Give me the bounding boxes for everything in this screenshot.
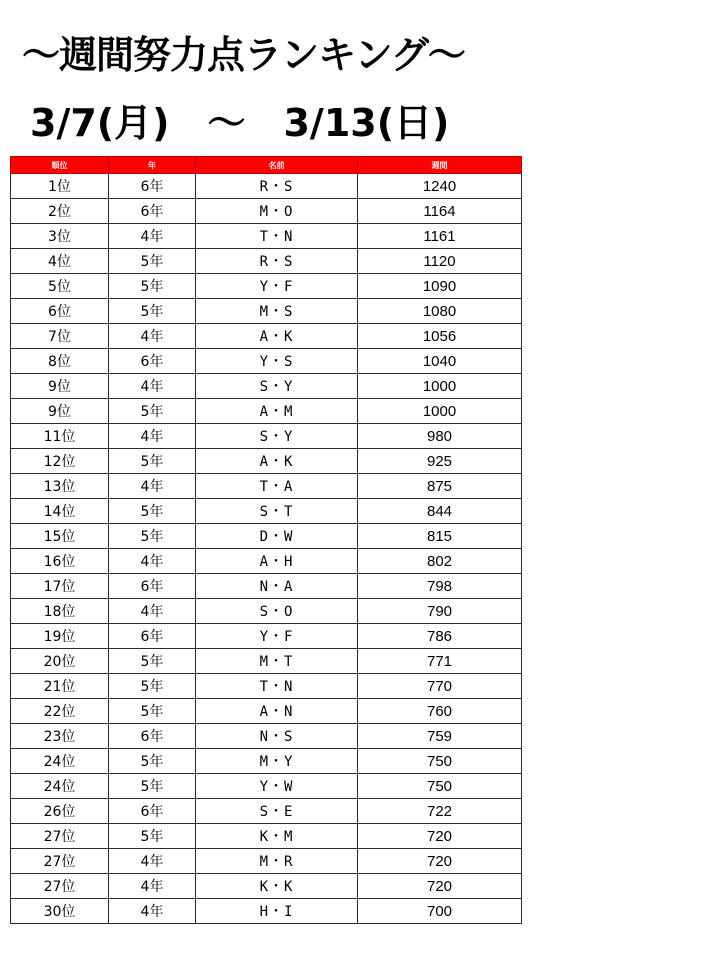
rank-cell: 24位	[11, 774, 109, 799]
weekly-points-cell: 1056	[358, 324, 522, 349]
table-row	[11, 749, 522, 774]
name-cell: S・Y	[196, 424, 358, 449]
rank-cell: 17位	[11, 574, 109, 599]
table-row	[11, 549, 522, 574]
name-cell: A・K	[196, 324, 358, 349]
table-row	[11, 774, 522, 799]
grade-cell: 6年	[109, 574, 196, 599]
rank-cell: 27位	[11, 849, 109, 874]
column-header-grade: 年	[109, 157, 196, 174]
rank-cell: 21位	[11, 674, 109, 699]
rank-cell: 30位	[11, 899, 109, 924]
rank-cell: 14位	[11, 499, 109, 524]
rank-cell: 1位	[11, 174, 109, 199]
table-header-row	[11, 157, 522, 174]
grade-cell: 4年	[109, 374, 196, 399]
table-row	[11, 574, 522, 599]
rank-cell: 27位	[11, 824, 109, 849]
table-row	[11, 699, 522, 724]
grade-cell: 5年	[109, 649, 196, 674]
rank-cell: 7位	[11, 324, 109, 349]
weekly-points-cell: 1240	[358, 174, 522, 199]
column-header-name: 名前	[196, 157, 358, 174]
grade-cell: 4年	[109, 474, 196, 499]
name-cell: A・K	[196, 449, 358, 474]
grade-cell: 5年	[109, 399, 196, 424]
weekly-points-cell: 844	[358, 499, 522, 524]
weekly-points-cell: 759	[358, 724, 522, 749]
grade-cell: 4年	[109, 549, 196, 574]
grade-cell: 4年	[109, 849, 196, 874]
grade-cell: 5年	[109, 299, 196, 324]
weekly-points-cell: 700	[358, 899, 522, 924]
weekly-points-cell: 1161	[358, 224, 522, 249]
name-cell: N・A	[196, 574, 358, 599]
weekly-points-cell: 1080	[358, 299, 522, 324]
date-range: 3/7(月) ～ 3/13(日)	[30, 101, 450, 145]
weekly-points-cell: 786	[358, 624, 522, 649]
weekly-points-cell: 925	[358, 449, 522, 474]
table-row	[11, 624, 522, 649]
rank-cell: 26位	[11, 799, 109, 824]
rank-cell: 24位	[11, 749, 109, 774]
grade-cell: 6年	[109, 724, 196, 749]
table-row	[11, 899, 522, 924]
column-header-rank: 順位	[11, 157, 109, 174]
rank-cell: 20位	[11, 649, 109, 674]
grade-cell: 5年	[109, 674, 196, 699]
grade-cell: 6年	[109, 624, 196, 649]
rank-cell: 27位	[11, 874, 109, 899]
rank-cell: 19位	[11, 624, 109, 649]
name-cell: T・N	[196, 674, 358, 699]
weekly-points-cell: 750	[358, 749, 522, 774]
grade-cell: 6年	[109, 349, 196, 374]
rank-cell: 15位	[11, 524, 109, 549]
weekly-points-cell: 802	[358, 549, 522, 574]
weekly-points-cell: 875	[358, 474, 522, 499]
name-cell: D・W	[196, 524, 358, 549]
grade-cell: 5年	[109, 824, 196, 849]
table-row	[11, 374, 522, 399]
name-cell: H・I	[196, 899, 358, 924]
table-row	[11, 199, 522, 224]
grade-cell: 5年	[109, 774, 196, 799]
table-row	[11, 649, 522, 674]
weekly-points-cell: 760	[358, 699, 522, 724]
grade-cell: 4年	[109, 899, 196, 924]
rank-cell: 18位	[11, 599, 109, 624]
grade-cell: 6年	[109, 199, 196, 224]
name-cell: Y・F	[196, 624, 358, 649]
rank-cell: 8位	[11, 349, 109, 374]
name-cell: M・Y	[196, 749, 358, 774]
weekly-points-cell: 770	[358, 674, 522, 699]
rank-cell: 2位	[11, 199, 109, 224]
table-row	[11, 449, 522, 474]
name-cell: T・N	[196, 224, 358, 249]
grade-cell: 4年	[109, 224, 196, 249]
rank-cell: 6位	[11, 299, 109, 324]
rank-cell: 9位	[11, 399, 109, 424]
name-cell: R・S	[196, 174, 358, 199]
page-title: ～週間努力点ランキング～	[22, 33, 465, 77]
grade-cell: 4年	[109, 599, 196, 624]
rank-cell: 22位	[11, 699, 109, 724]
grade-cell: 5年	[109, 249, 196, 274]
weekly-points-cell: 790	[358, 599, 522, 624]
weekly-points-cell: 1040	[358, 349, 522, 374]
rank-cell: 23位	[11, 724, 109, 749]
rank-cell: 11位	[11, 424, 109, 449]
name-cell: Y・W	[196, 774, 358, 799]
grade-cell: 6年	[109, 174, 196, 199]
name-cell: S・E	[196, 799, 358, 824]
grade-cell: 5年	[109, 499, 196, 524]
name-cell: A・N	[196, 699, 358, 724]
name-cell: N・S	[196, 724, 358, 749]
name-cell: S・O	[196, 599, 358, 624]
table-row	[11, 874, 522, 899]
grade-cell: 5年	[109, 274, 196, 299]
weekly-points-cell: 750	[358, 774, 522, 799]
name-cell: M・O	[196, 199, 358, 224]
table-row	[11, 299, 522, 324]
name-cell: R・S	[196, 249, 358, 274]
weekly-points-cell: 720	[358, 874, 522, 899]
grade-cell: 4年	[109, 324, 196, 349]
name-cell: M・T	[196, 649, 358, 674]
table-row	[11, 324, 522, 349]
rank-cell: 9位	[11, 374, 109, 399]
weekly-points-cell: 1120	[358, 249, 522, 274]
name-cell: K・K	[196, 874, 358, 899]
grade-cell: 5年	[109, 524, 196, 549]
grade-cell: 5年	[109, 749, 196, 774]
name-cell: M・S	[196, 299, 358, 324]
rank-cell: 12位	[11, 449, 109, 474]
name-cell: A・H	[196, 549, 358, 574]
table-row	[11, 799, 522, 824]
rank-cell: 13位	[11, 474, 109, 499]
weekly-points-cell: 1000	[358, 374, 522, 399]
weekly-points-cell: 771	[358, 649, 522, 674]
name-cell: Y・F	[196, 274, 358, 299]
ranking-table	[10, 156, 522, 924]
table-row	[11, 474, 522, 499]
table-row	[11, 524, 522, 549]
rank-cell: 3位	[11, 224, 109, 249]
weekly-points-cell: 815	[358, 524, 522, 549]
table-row	[11, 249, 522, 274]
table-row	[11, 599, 522, 624]
table-row	[11, 349, 522, 374]
weekly-points-cell: 980	[358, 424, 522, 449]
table-row	[11, 674, 522, 699]
table-row	[11, 424, 522, 449]
name-cell: K・M	[196, 824, 358, 849]
grade-cell: 6年	[109, 799, 196, 824]
weekly-points-cell: 1164	[358, 199, 522, 224]
table-row	[11, 174, 522, 199]
table-row	[11, 824, 522, 849]
ranking-table-body	[11, 174, 522, 924]
table-row	[11, 224, 522, 249]
name-cell: S・Y	[196, 374, 358, 399]
weekly-points-cell: 1000	[358, 399, 522, 424]
table-row	[11, 399, 522, 424]
table-row	[11, 274, 522, 299]
table-row	[11, 499, 522, 524]
weekly-points-cell: 720	[358, 849, 522, 874]
name-cell: T・A	[196, 474, 358, 499]
grade-cell: 5年	[109, 699, 196, 724]
name-cell: M・R	[196, 849, 358, 874]
rank-cell: 16位	[11, 549, 109, 574]
weekly-points-cell: 798	[358, 574, 522, 599]
grade-cell: 4年	[109, 874, 196, 899]
name-cell: Y・S	[196, 349, 358, 374]
weekly-points-cell: 722	[358, 799, 522, 824]
rank-cell: 5位	[11, 274, 109, 299]
table-row	[11, 849, 522, 874]
column-header-weekly-points: 週間	[358, 157, 522, 174]
rank-cell: 4位	[11, 249, 109, 274]
table-row	[11, 724, 522, 749]
weekly-points-cell: 720	[358, 824, 522, 849]
grade-cell: 4年	[109, 424, 196, 449]
name-cell: A・M	[196, 399, 358, 424]
name-cell: S・T	[196, 499, 358, 524]
weekly-points-cell: 1090	[358, 274, 522, 299]
grade-cell: 5年	[109, 449, 196, 474]
